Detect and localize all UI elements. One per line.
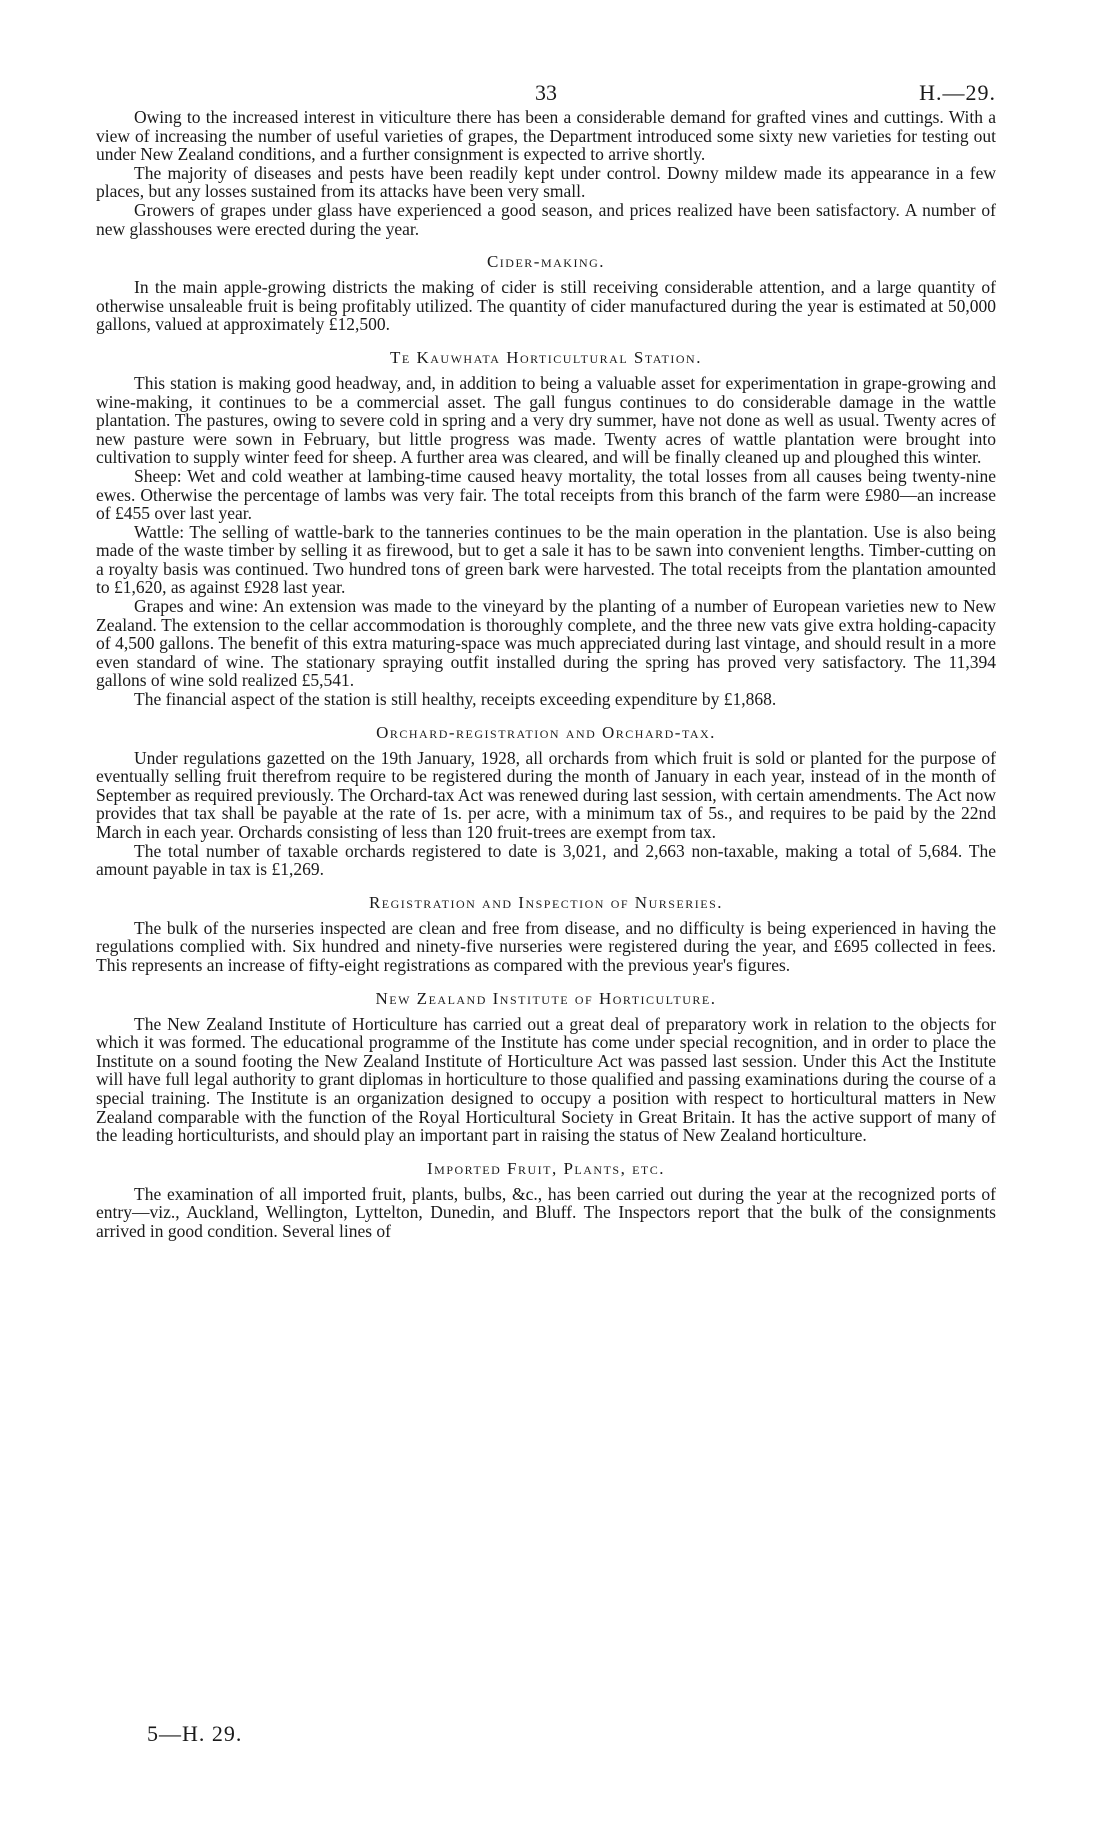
paragraph: The total number of taxable orchards registered to date is 3,021, and 2,663 non-taxable, making a total of 5,684. The amount payable in tax is £1,269. [96,840,996,880]
paragraph: Growers of grapes under glass have experienced a good season, and prices realized have been satisfactory. A number of new glasshouses were erected during the year. [96,199,996,239]
section-heading-cider-making: Cider-making. [486,252,606,272]
document-reference: H.—29. [919,80,996,105]
page-header [96,78,996,108]
paragraph: This station is making good headway, and, in addition to being a valuable asset for experimentation in grape-growing and wine-making, it continues to be a commercial asset. The gall fungus continues to do considerable damage in the wattle plantation. The pastures, owing to severe cold in spring and a very dry summer, have not done as well as usual. Twenty acres of new pasture were sown in February, but little progress was made. Twenty acres of wattle plantation were brought into cultivation to supply winter feed for sheep. A further area was cleared, and will be finally cleaned up and ploughed this winter. [96,372,996,468]
section-heading-nurseries: Registration and Inspection of Nurseries. [368,892,724,912]
paragraph: The majority of diseases and pests have been readily kept under control. Downy mildew made its appearance in a few places, but any losses sustained from its attacks have been very small. [96,162,996,202]
paragraph: In the main apple-growing districts the making of cider is still receiving considerable attention, and a large quantity of otherwise unsaleable fruit is being profitably utilized. The quantity of cider manufactured during the year is estimated at 50,000 gallons, valued at approximately £12,500. [96,277,996,335]
paragraph: Wattle: The selling of wattle-bark to the tanneries continues to be the main operation in the plantation. Use is also being made of the waste timber by selling it as firewood, but to get a sale it has to be sawn into convenient lengths. Timber-cutting on a royalty basis was continued. Two hundred tons of green bark were harvested. The total receipts from the plantation amounted to £1,620, as against £928 last year. [96,521,996,598]
section-heading-institute: New Zealand Institute of Horticulture. [375,988,717,1008]
page-number: 33 [535,80,557,105]
paragraph: The examination of all imported fruit, plants, bulbs, &c., has been carried out during the year at the recognized ports of entry—viz., Auckland, Wellington, Lyttelton, Dunedin, and Bluff. The Inspectors report that the bulk of the consignments arrived in good condition. Several lines of [96,1183,996,1241]
paragraph: Under regulations gazetted on the 19th January, 1928, all orchards from which fruit is sold or planted for the purpose of eventually selling fruit therefrom require to be registered during the month of January in each year, instead of in the month of September as required previously. The Orchard-tax Act was renewed during last session, with certain amendments. The Act now provides that tax shall be payable at the rate of 1s. per acre, with a minimum tax of 5s., and requires to be paid by the 22nd March in each year. Orchards consisting of less than 120 fruit-trees are exempt from tax. [96,747,996,842]
document-body [96,108,996,1241]
section-heading-orchard-registration: Orchard-registration and Orchard-tax. [376,722,716,742]
section-heading-imported-fruit: Imported Fruit, Plants, etc. [426,1158,665,1178]
paragraph: Sheep: Wet and cold weather at lambing-time caused heavy mortality, the total losses from all causes being twenty-nine ewes. Otherwise the percentage of lambs was very fair. The total receipts from this branch of the farm were £980—an increase of £455 over last year. [96,465,996,524]
paragraph: Owing to the increased interest in viticulture there has been a considerable demand for grafted vines and cuttings. With a view of increasing the number of useful varieties of grapes, the Department introduced some sixty new varieties for testing out under New Zealand conditions, and a further consignment is expected to arrive shortly. [96,107,996,165]
paragraph: The financial aspect of the station is still healthy, receipts exceeding expenditure by £1,868. [134,689,777,710]
paragraph: The New Zealand Institute of Horticulture has carried out a great deal of preparatory work in relation to the objects for which it was formed. The educational programme of the Institute has come under special recognition, and in order to place the Institute on a sound footing the New Zealand Institute of Horticulture Act was passed last session. Under this Act the Institute will have full legal authority to grant diplomas in horticulture to those qualified and passing examinations during the course of a special training. The Institute is an organization designed to occupy a position with respect to horticultural matters in New Zealand comparable with the function of the Royal Horticultural Society in Great Britain. It has the active support of many of the leading horticulturists, and should play an important part in raising the status of New Zealand horticulture. [96,1013,996,1146]
section-heading-te-kauwhata: Te Kauwhata Horticultural Station. [390,347,702,367]
paragraph: Grapes and wine: An extension was made to the vineyard by the planting of a number of European varieties new to New Zealand. The extension to the cellar accommodation is thoroughly complete, and the three new vats give extra holding-capacity of 4,500 gallons. The benefit of this extra maturing-space was much appreciated during last vintage, and should result in a more even standard of wine. The stationary spraying outfit installed during the spring has proved very satisfactory. The 11,394 gallons of wine sold realized £5,541. [96,596,996,691]
page-signature: 5—H. 29. [147,1721,243,1746]
paragraph: The bulk of the nurseries inspected are clean and free from disease, and no difficulty is being experienced in having the regulations complied with. Six hundred and ninety-five nurseries were registered during the year, and £695 collected in fees. This represents an increase of fifty-eight registrations as compared with the previous year's figures. [96,917,996,975]
